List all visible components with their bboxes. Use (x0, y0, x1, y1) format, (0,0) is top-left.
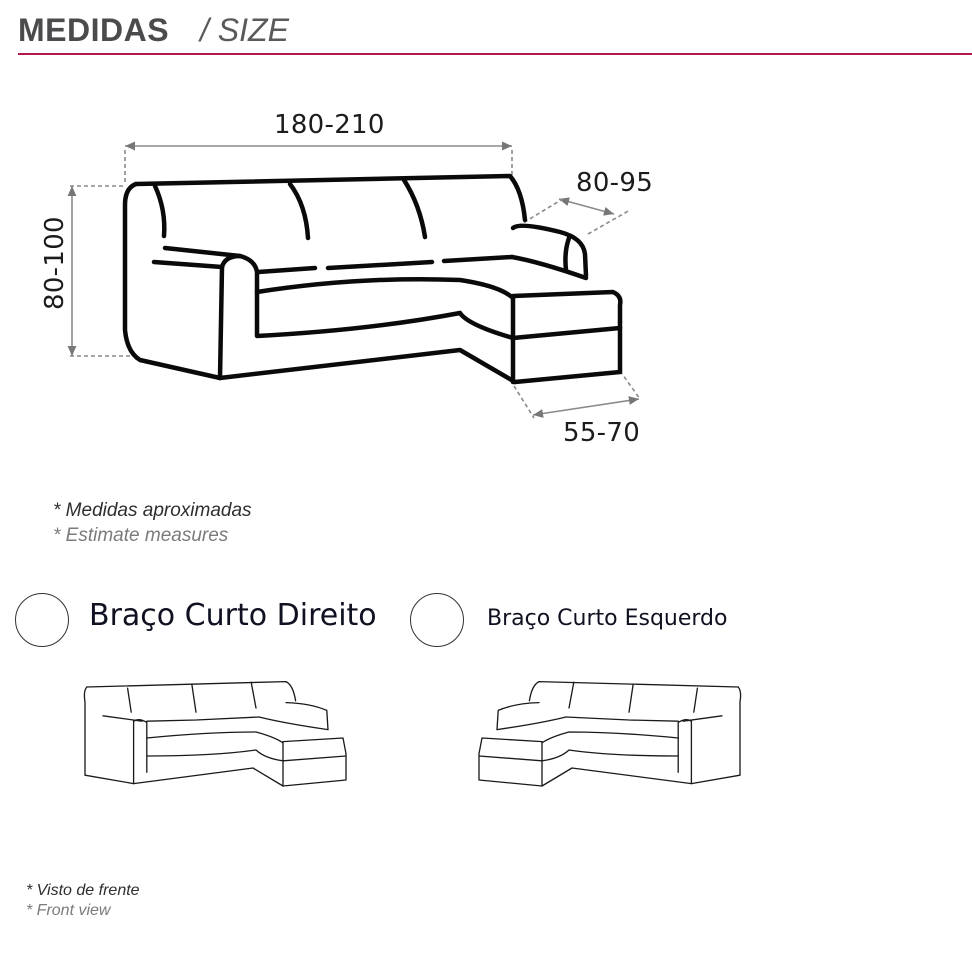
option-label-left: Braço Curto Esquerdo (487, 606, 728, 631)
sofa-chaise-left-icon (479, 682, 741, 786)
sofa-chaise-right-icon (84, 682, 346, 786)
chaise-depth-dimension-label: 80-95 (576, 168, 654, 198)
approximate-measures-note: * Medidas aproximadas (53, 500, 252, 521)
front-view-note: * Visto de frente (26, 882, 140, 899)
height-dimension-label: 80-100 (40, 216, 70, 310)
width-dimension-label: 180-210 (274, 110, 385, 140)
estimate-measures-note: * Estimate measures (53, 525, 229, 546)
page-subtitle: / SIZE (200, 12, 289, 48)
option-radio-right[interactable] (15, 593, 69, 647)
sofa-chaise-right-icon (125, 176, 620, 382)
option-label-right: Braço Curto Direito (89, 598, 377, 633)
chaise-depth-dimension-line (559, 199, 614, 214)
chaise-width-dimension-line (533, 399, 639, 415)
option-radio-left[interactable] (410, 593, 464, 647)
front-view-note-en: * Front view (26, 902, 111, 919)
chaise-width-dimension-label: 55-70 (563, 418, 641, 448)
page-title: MEDIDAS (18, 12, 170, 48)
